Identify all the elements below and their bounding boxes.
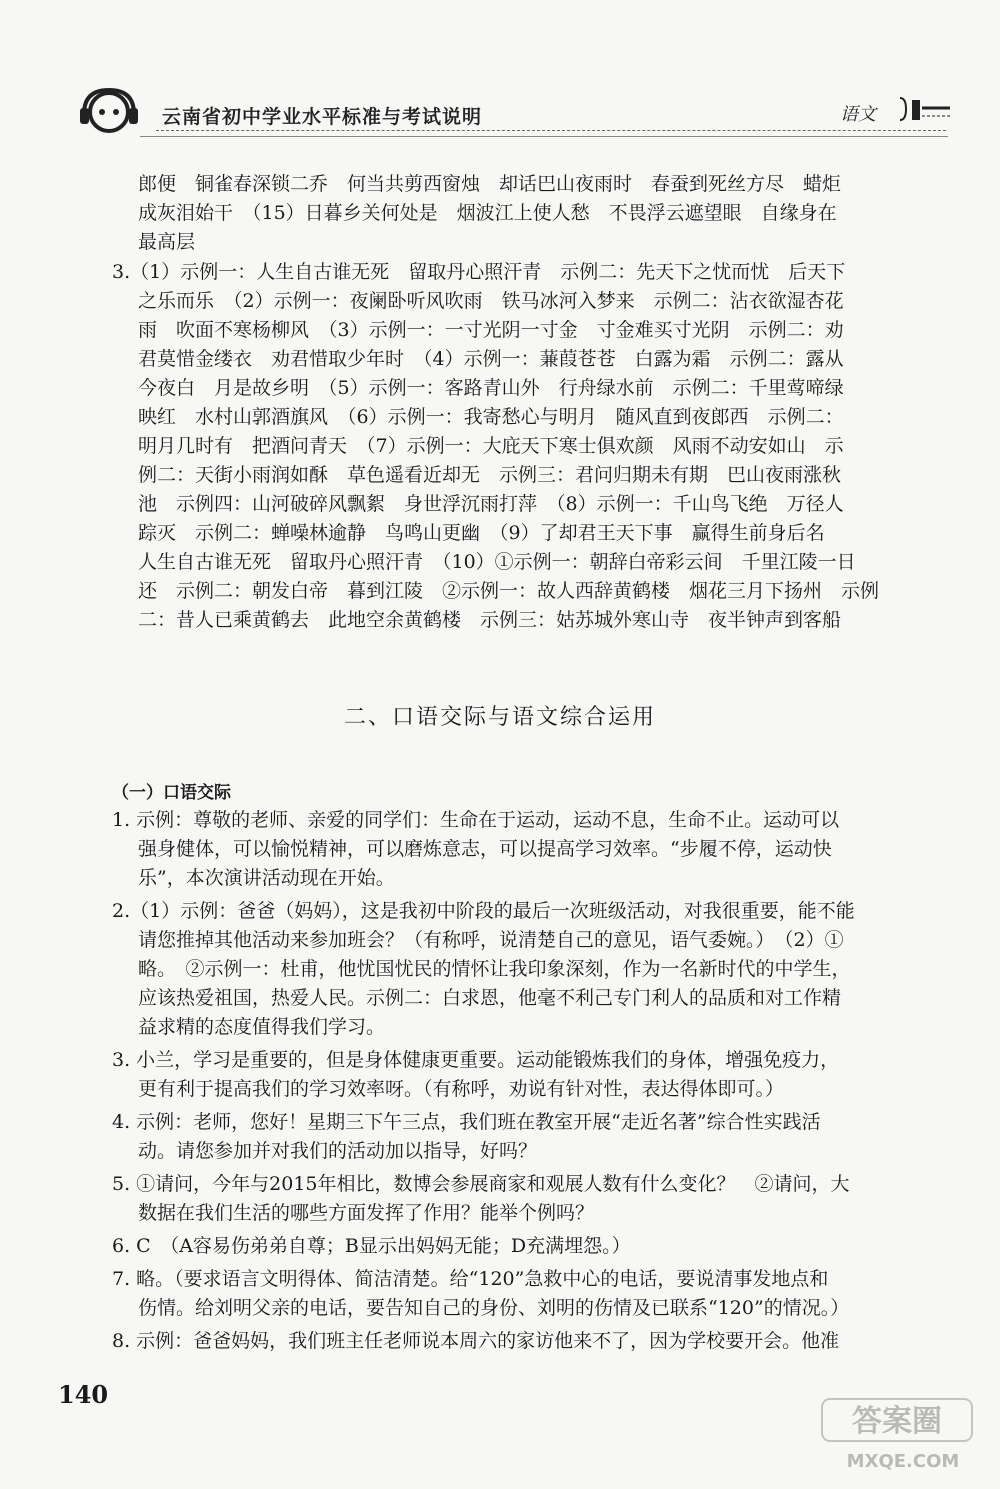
answer-item-8 (112, 1327, 942, 1356)
text-line: 7. 略。（要求语言文明得体、简洁清楚。给“120”急救中心的电话，要说清事发地点和 (112, 1268, 829, 1290)
continued-answer-text (138, 170, 938, 257)
text-line: 池 示例四：山河破碎风飘絮 身世浮沉雨打萍 （8）示例一：千山鸟飞绝 万径人 (138, 493, 844, 515)
text-line: 郎便 铜雀春深锁二乔 何当共剪西窗烛 却话巴山夜雨时 春蚕到死丝方尽 蜡炬 (138, 173, 842, 195)
page-number: 140 (58, 1380, 109, 1409)
text-line: 今夜白 月是故乡明 （5）示例一：客路青山外 行舟绿水前 示例二：千里莺啼绿 (138, 377, 844, 399)
text-line: 人生自古谁无死 留取丹心照汗青 （10）①示例一：朝辞白帝彩云间 千里江陵一日 (138, 551, 856, 573)
answer-item-3-oral (112, 1046, 942, 1104)
answer-item-1 (112, 806, 942, 893)
text-line: 4. 示例：老师，您好！星期三下午三点，我们班在教室开展“走近名著”综合性实践活 (112, 1111, 821, 1133)
text-line: 2.（1）示例：爸爸（妈妈），这是我初中阶段的最后一次班级活动，对我很重要，能不能 (112, 900, 855, 922)
text-line: 映红 水村山郭酒旗风 （6）示例一：我寄愁心与明月 随风直到夜郎西 示例二： (138, 406, 844, 428)
text-line: 6. C （A容易伤弟弟自尊；B显示出妈妈无能；D充满埋怨。） (112, 1235, 631, 1257)
text-line: 3. 小兰，学习是重要的，但是身体健康更重要。运动能锻炼我们的身体，增强免疫力， (112, 1049, 840, 1071)
text-line: 1. 示例：尊敬的老师、亲爱的同学们：生命在于运动，运动不息，生命不止。运动可以 (112, 809, 840, 831)
watermark-brand: 答案圈 (852, 1404, 942, 1439)
text-line: 请您推掉其他活动来参加班会？（有称呼，说清楚自己的意见，语气委婉。） （2）① (138, 929, 844, 951)
text-line: 踪灭 示例二：蝉噪林逾静 鸟鸣山更幽 （9）了却君王天下事 赢得生前身后名 (138, 522, 825, 544)
subsection-title: （一）口语交际 (112, 783, 231, 803)
text-line: 更有利于提高我们的学习效率呀。（有称呼，劝说有针对性，表达得体即可。） (138, 1078, 785, 1100)
subject-tab-icon (898, 94, 954, 124)
text-line: 雨 吹面不寒杨柳风 （3）示例一：一寸光阴一寸金 寸金难买寸光阴 示例二：劝 (138, 319, 844, 341)
text-line: 明月几时有 把酒问青天 （7）示例一：大庇天下寒士俱欢颜 风雨不动安如山 示 (138, 435, 844, 457)
text-line: 动。请您参加并对我们的活动加以指导，好吗？ (138, 1140, 538, 1162)
text-line: 应该热爱祖国，热爱人民。示例二：白求恩，他毫不利己专门利人的品质和对工作精 (138, 987, 842, 1009)
answer-item-5 (112, 1170, 942, 1228)
text-line: 乐”，本次演讲活动现在开始。 (138, 867, 395, 889)
answer-item-7 (112, 1265, 942, 1323)
headphones-mascot-icon (78, 84, 140, 136)
text-line: 强身健体，可以愉悦精神，可以磨炼意志，可以提高学习效率。“步履不停，运动快 (138, 838, 832, 860)
watermark-url: MXQE.COM (846, 1451, 960, 1472)
answer-item-3 (112, 258, 938, 635)
text-line: 益求精的态度值得我们学习。 (138, 1016, 386, 1038)
text-line: 还 示例二：朝发白帝 暮到江陵 ②示例一：故人西辞黄鹤楼 烟花三月下扬州 示例 (138, 580, 880, 602)
header-divider (156, 130, 946, 131)
page-header (70, 80, 960, 140)
text-line: 之乐而乐 （2）示例一：夜阑卧听风吹雨 铁马冰河入梦来 示例二：沾衣欲湿杏花 (138, 290, 844, 312)
text-line: 略。 ②示例一：杜甫，他忧国忧民的情怀让我印象深刻，作为一名新时代的中学生， (138, 958, 851, 980)
header-rule (140, 136, 948, 137)
text-line: 例二：天街小雨润如酥 草色遥看近却无 示例三：君问归期未有期 巴山夜雨涨秋 (138, 464, 842, 486)
text-line: 君莫惜金缕衣 劝君惜取少年时 （4）示例一：蒹葭苍苍 白露为霜 示例二：露从 (138, 348, 844, 370)
oral-items (112, 806, 942, 1356)
header-title: 云南省初中学业水平标准与考试说明 (162, 106, 483, 128)
subject-label: 语文 (840, 104, 876, 125)
text-line: 成灰泪始干 （15）日暮乡关何处是 烟波江上使人愁 不畏浮云遮望眼 自缘身在 (138, 202, 837, 224)
watermark-logo (818, 1395, 988, 1475)
text-line: 5. ①请问，今年与2015年相比，数博会参展商家和观展人数有什么变化？ ②请问，大 (112, 1173, 850, 1195)
text-line: 二：昔人已乘黄鹤去 此地空余黄鹤楼 示例三：姑苏城外寒山寺 夜半钟声到客船 (138, 609, 842, 631)
text-line: 8. 示例：爸爸妈妈，我们班主任老师说本周六的家访他来不了，因为学校要开会。他准 (112, 1330, 840, 1352)
answer-item-2 (112, 897, 942, 1042)
text-line: 数据在我们生活的哪些方面发挥了作用？能举个例吗？ (138, 1202, 595, 1224)
answer-item-6 (112, 1232, 942, 1261)
text-line: 最高层 (138, 231, 196, 253)
section-title: 二、口语交际与语文综合运用 (343, 705, 656, 730)
watermark-graphic (818, 1395, 988, 1475)
text-line: 伤情。给刘明父亲的电话，要告知自己的身份、刘明的伤情及已联系“120”的情况。） (138, 1297, 850, 1319)
text-line: 3.（1）示例一：人生自古谁无死 留取丹心照汗青 示例二：先天下之忧而忧 后天下 (112, 261, 846, 283)
answer-item-4 (112, 1108, 942, 1166)
